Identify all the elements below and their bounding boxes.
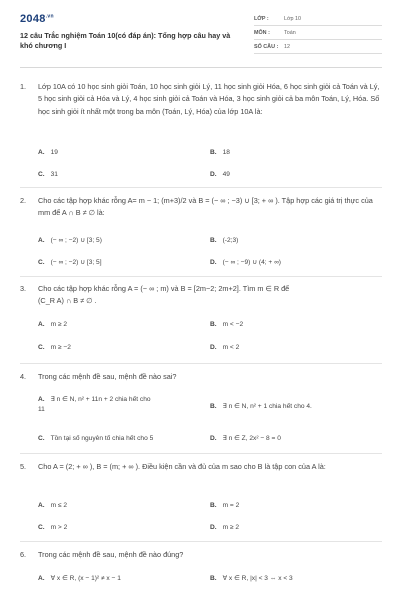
option-4d[interactable]: D. ∃ n ∈ Z, 2x² − 8 = 0 xyxy=(210,435,281,442)
option-2a[interactable]: A. (− ∞ ; −2) ∪ [3; 5) xyxy=(38,237,102,244)
option-3d[interactable]: D. m < 2 xyxy=(210,344,240,351)
option-4a[interactable]: A. ∃ n ∈ N, n² + 11n + 2 chia hết cho 11 xyxy=(38,396,151,413)
question-text: Lớp 10A có 10 học sinh giỏi Toán, 10 học sinh giỏi Lý, 11 học sinh giỏi Hóa, 6 học sinh giỏi cả Toán và Lý, 5 học sinh giỏi cả Hóa và Lý, 4 học sinh giỏi cả Toán và Hóa, 3 học sinh giỏi cả ba môn Toán, Lý, Hóa. Số học sinh giỏi ít nhất một trong ba môn (Toán, Lý, Hóa) của lớp 10A là: xyxy=(38,82,380,116)
question-text: Cho A = (2; + ∞ ), B = (m; + ∞ ). Điều kiện cần và đủ của m sao cho B là tập con của A là: xyxy=(38,462,326,471)
question-4: 4. Trong các mệnh đề sau, mệnh đề nào sai? xyxy=(20,371,382,383)
option-1c[interactable]: C. 31 xyxy=(38,171,58,178)
site-logo[interactable]: $2048^{.vn}$ xyxy=(20,13,54,25)
meta-table xyxy=(254,12,382,54)
question-3: 3. Cho các tập hợp khác rỗng A = (− ∞ ; m) và B = [2m−2; 2m+2]. Tìm m ∈ R để (C_R A) ∩ B ≠ ∅ . xyxy=(20,283,382,308)
question-1: 1. Lớp 10A có 10 học sinh giỏi Toán, 10 học sinh giỏi Lý, 11 học sinh giỏi Hóa, 6 học sinh giỏi cả Toán và Lý, 5 học sinh giỏi cả Hóa và Lý, 4 học sinh giỏi cả Toán và Hóa, 3 học sinh giỏi cả ba môn Toán, Lý, Hóa. Số học sinh giỏi ít nhất một trong ba môn (Toán, Lý, Hóa) của lớp 10A là: xyxy=(20,81,382,118)
option-5b[interactable]: B. m = 2 xyxy=(210,502,240,509)
option-5c[interactable]: C. m > 2 xyxy=(38,524,68,531)
option-3c[interactable]: C. m ≥ −2 xyxy=(38,344,71,351)
option-3a[interactable]: A. m ≥ 2 xyxy=(38,321,68,328)
question-separator xyxy=(20,187,382,188)
option-4c[interactable]: C. Tồn tại số nguyên tố chia hết cho 5 xyxy=(38,435,154,442)
question-separator xyxy=(20,363,382,364)
meta-row-subject: MÔN : Toán xyxy=(254,26,382,40)
question-text: Cho các tập hợp khác rỗng A = (− ∞ ; m) và B = [2m−2; 2m+2]. Tìm m ∈ R để (C_R A) ∩ B ≠ ∅ . xyxy=(38,284,290,306)
document-title: 12 câu Trắc nghiệm Toán 10(có đáp án): Tổng hợp câu hay và khó chương I xyxy=(20,31,231,50)
option-6b[interactable]: B. ∀ x ∈ R, |x| < 3 ⇔ x < 3 xyxy=(210,575,293,582)
option-5d[interactable]: D. m ≥ 2 xyxy=(210,524,240,531)
question-text: Trong các mệnh đề sau, mệnh đề nào đúng? xyxy=(38,550,184,559)
option-2d[interactable]: D. (− ∞ ; −9) ∪ (4; + ∞) xyxy=(210,259,281,266)
option-6a[interactable]: A. ∀ x ∈ R, (x − 1)² ≠ x − 1 xyxy=(38,575,121,582)
option-2b[interactable]: B. (-2;3) xyxy=(210,237,239,244)
question-separator xyxy=(20,541,382,542)
question-2: 2. Cho các tập hợp khác rỗng A= m − 1; (m+3)/2 và B = (− ∞ ; −3) ∪ [3; + ∞ ). Tập hợp các giá trị thực của mm để A ∩ B ≠ ∅ là: xyxy=(20,195,382,220)
option-5a[interactable]: A. m ≤ 2 xyxy=(38,502,68,509)
question-separator xyxy=(20,276,382,277)
option-1a[interactable]: A. 19 xyxy=(38,149,58,156)
meta-row-count: SỐ CÂU : 12 xyxy=(254,40,382,54)
header-divider xyxy=(20,67,382,68)
option-3b[interactable]: B. m < −2 xyxy=(210,321,244,328)
meta-row-class: LỚP : Lớp 10 xyxy=(254,12,382,26)
question-5: 5. Cho A = (2; + ∞ ), B = (m; + ∞ ). Điều kiện cần và đủ của m sao cho B là tập con của A là: xyxy=(20,461,382,473)
option-4b[interactable]: B. ∃ n ∈ N, n² + 1 chia hết cho 4. xyxy=(210,403,312,410)
option-2c[interactable]: C. (− ∞ ; −2) ∪ [3; 5] xyxy=(38,259,102,266)
question-separator xyxy=(20,453,382,454)
question-text: Cho các tập hợp khác rỗng A= m − 1; (m+3)/2 và B = (− ∞ ; −3) ∪ [3; + ∞ ). Tập hợp các giá trị thực của mm để A ∩ B ≠ ∅ là: xyxy=(38,196,373,218)
option-1d[interactable]: D. 49 xyxy=(210,171,230,178)
option-1b[interactable]: B. 18 xyxy=(210,149,230,156)
question-6: 6. Trong các mệnh đề sau, mệnh đề nào đúng? xyxy=(20,549,382,561)
question-text: Trong các mệnh đề sau, mệnh đề nào sai? xyxy=(38,372,177,381)
